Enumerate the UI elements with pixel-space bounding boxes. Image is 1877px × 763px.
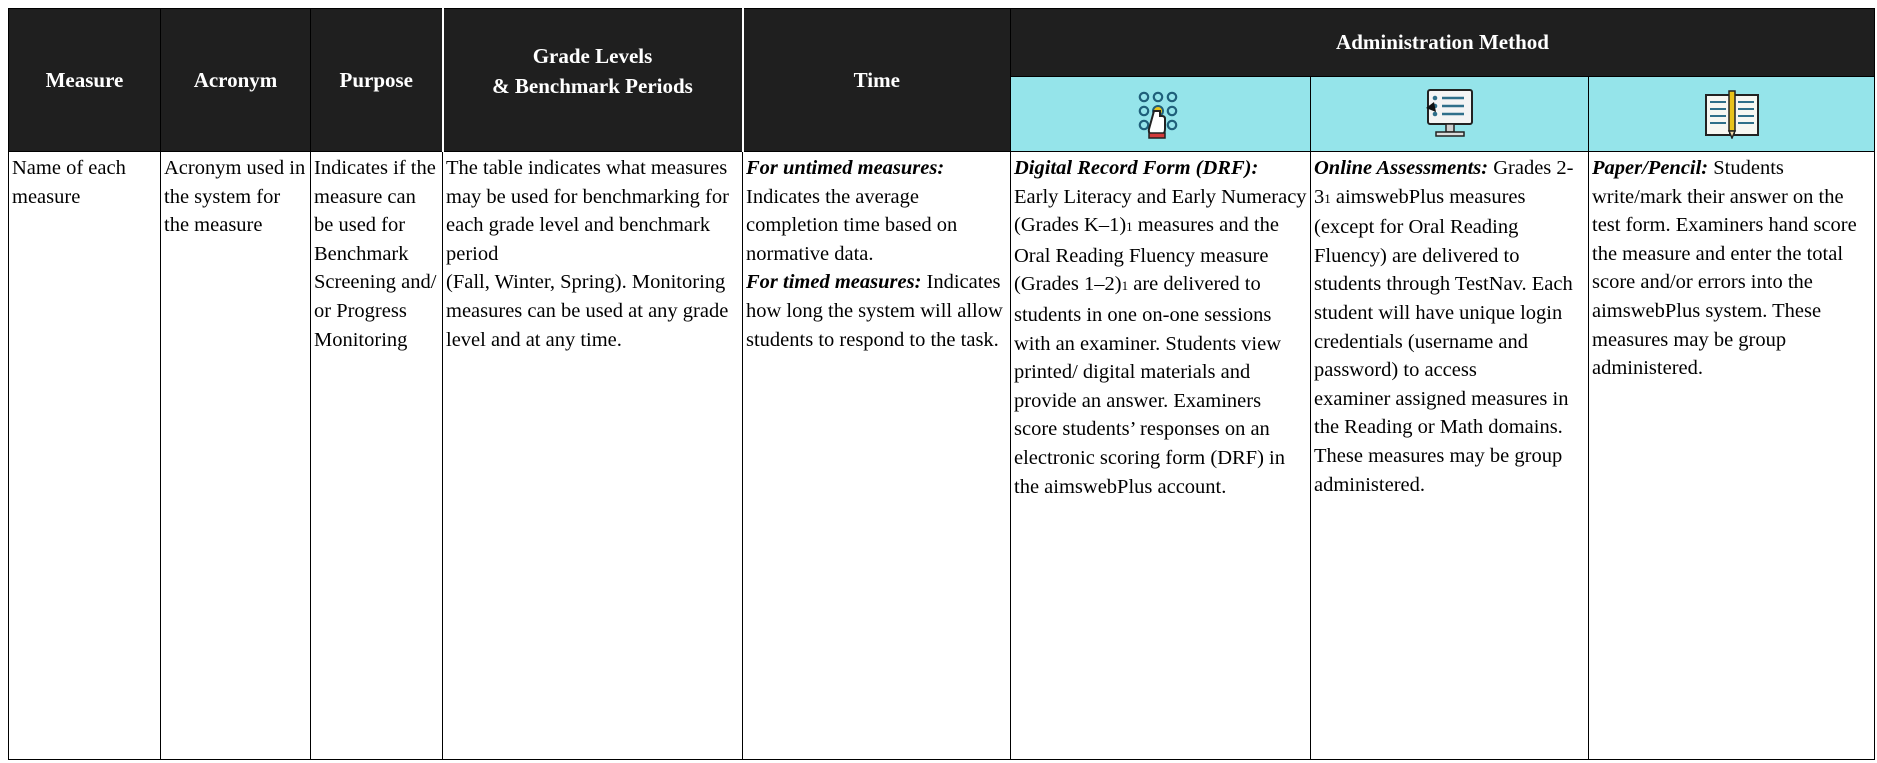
measures-table — [8, 8, 1875, 760]
open-book-icon — [1703, 89, 1761, 139]
online-icon-cell — [1311, 77, 1589, 152]
drf-footnote-2: 1 — [1121, 278, 1129, 294]
header-grade-line1: Grade Levels — [532, 44, 653, 68]
cell-purpose: Indicates if the measure can be used for Benchmark Screening and/ or Progress Monitoring — [311, 152, 443, 760]
untimed-text: Indicates the average completion time based on normative data. — [746, 185, 958, 265]
header-grade-line2: & Benchmark Periods — [492, 74, 693, 98]
drf-text-3: are delivered to students in one on-one sessions with an examiner. Students view printed/ digital materials and provide an answer. Examiners score students’ responses on an electronic scoring form (DRF) in the aimswebPlus account. — [1014, 273, 1285, 498]
drf-text-2: measures and the Oral Reading Fluency measure (Grades 1–2) — [1014, 214, 1279, 296]
paper-icon-cell — [1589, 77, 1875, 152]
online-label: Online Assessments: — [1314, 157, 1489, 179]
cell-acronym: Acronym used in the system for the measure — [161, 152, 311, 760]
computer-monitor-icon — [1422, 88, 1478, 140]
online-text-1: Grades 2-3 — [1314, 157, 1574, 208]
grade-text-1: The table indicates what measures may be used for benchmarking for each grade level and benchmark period — [446, 157, 729, 265]
page — [8, 8, 1874, 763]
header-measure: Measure — [9, 9, 161, 152]
header-acronym: Acronym — [161, 9, 311, 152]
header-purpose: Purpose — [311, 9, 443, 152]
paper-text: Students write/mark their answer on the test form. Examiners hand score the measure and enter the total score and/or errors into the aimswebPlus system. These measures may be group administered. — [1592, 157, 1857, 380]
cell-paper — [1589, 152, 1875, 760]
paper-label: Paper/Pencil: — [1592, 157, 1709, 179]
timed-text: Indicates how long the system will allow students to respond to the task. — [746, 271, 1003, 351]
online-footnote: 1 — [1324, 190, 1331, 206]
online-text-3: examiner assigned measures in the Reading or Math domains. These measures may be group administered. — [1314, 387, 1569, 496]
drf-label: Record Form (DRF): — [1072, 157, 1259, 179]
drf-footnote-1: 1 — [1126, 219, 1133, 235]
header-grade-levels — [443, 9, 743, 152]
timed-label: For timed measures: — [746, 271, 922, 294]
online-text-2: aimswebPlus measures (except for Oral Reading Fluency) are delivered to students through TestNav. Each student will have unique login credentials (username and password) to access — [1314, 185, 1573, 382]
cell-online — [1311, 152, 1589, 760]
header-administration-method: Administration Method — [1011, 9, 1875, 77]
cell-measure: Name of each measure — [9, 152, 161, 760]
drf-label-digital: Digital — [1014, 157, 1073, 179]
cell-grade-levels — [443, 152, 743, 760]
cell-drf — [1011, 152, 1311, 760]
grade-text-2: (Fall, Winter, Spring). Monitoring measures can be used at any grade level and at any time. — [446, 271, 729, 351]
cell-time — [743, 152, 1011, 760]
touchscreen-icon — [1135, 89, 1187, 139]
drf-icon-cell — [1011, 77, 1311, 152]
drf-text-1: Early Literacy and Early Numeracy (Grades K–1) — [1014, 185, 1307, 237]
untimed-label: For untimed measures: — [746, 157, 945, 179]
header-time: Time — [743, 9, 1011, 152]
